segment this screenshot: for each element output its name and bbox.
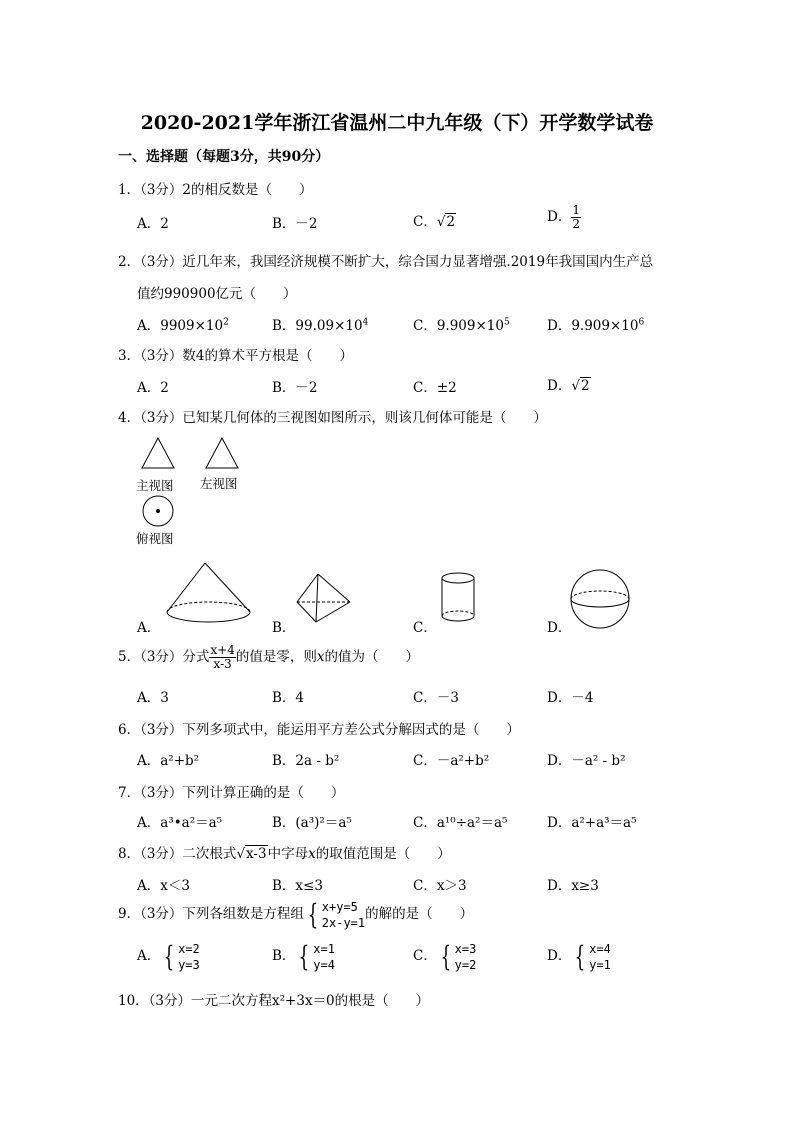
q4-option-c: C． (413, 620, 437, 636)
question-1-stem: 1．（3分）2的相反数是（ ） (118, 182, 313, 198)
q1-option-b: B．－2 (272, 216, 318, 232)
left-view-label: 左视图 (200, 476, 238, 491)
q1-option-a: A．2 (137, 216, 169, 232)
page-title: 2020-2021学年浙江省温州二中九年级（下）开学数学试卷 (140, 112, 654, 134)
q7-option-a: A．a³•a²＝a⁵ (137, 815, 223, 831)
front-view-label: 主视图 (136, 478, 174, 493)
q6-option-a: A．a²+b² (137, 753, 200, 769)
front-view-triangle (142, 438, 174, 468)
section-heading: 一、选择题（每题3分，共90分） (118, 149, 330, 165)
top-view-label: 俯视图 (136, 531, 174, 546)
q8-option-c: C．x＞3 (413, 878, 467, 894)
q2-option-c: C．$9.909\times 10^5$ (413, 317, 510, 334)
q1-option-c: C．√2 (413, 214, 456, 230)
q8-option-d: D．x≥3 (547, 878, 599, 894)
top-view-center-dot (156, 509, 160, 513)
q5-option-a: A．3 (137, 690, 169, 706)
left-view-triangle (206, 438, 238, 468)
q9-option-b: B． { x=1 y=4 (272, 940, 335, 973)
q1-option-d: D． $\frac{1}{2}$ (547, 203, 580, 231)
pyramid-figure (294, 572, 354, 626)
q2-option-b: B．$99.09\times 10^4$ (272, 317, 369, 334)
q6-option-d: D．－a² - b² (547, 753, 626, 769)
sphere-figure (568, 568, 634, 630)
q4-option-a: A． (137, 620, 161, 636)
q3-option-a: A．2 (137, 380, 169, 396)
q8-option-a: A．x＜3 (137, 878, 190, 894)
q3-option-b: B．－2 (272, 380, 318, 396)
cylinder-figure (438, 570, 478, 626)
question-9-stem: 9．（3分）下列各组数是方程组 { x+y=5 2x-y=1 的解的是（ ） (118, 898, 474, 931)
question-8-stem: 8．（3分）二次根式√x-3中字母x的取值范围是（ ） (118, 846, 451, 862)
q7-option-c: C．a¹⁰÷a²＝a⁵ (413, 815, 508, 831)
question-10-stem: 10．（3分）一元二次方程x²+3x＝0的根是（ ） (118, 993, 430, 1009)
q6-option-b: B．2a - b² (272, 753, 340, 769)
q9-option-d: D． { x=4 y=1 (547, 940, 611, 973)
question-2-stem-cont: 值约990900亿元（ ） (137, 286, 297, 302)
q9-option-a: A． { x=2 y=3 (137, 940, 200, 973)
question-6-stem: 6．（3分）下列多项式中，能运用平方差公式分解因式的是（ ） (118, 722, 520, 738)
q5-option-d: D．－4 (547, 690, 594, 706)
question-4-stem: 4．（3分）已知某几何体的三视图如图所示，则该几何体可能是（ ） (118, 410, 547, 426)
question-3-stem: 3．（3分）数4的算术平方根是（ ） (118, 348, 354, 364)
question-2-stem: 2．（3分）近几年来，我国经济规模不断扩大，综合国力显著增强.2019年我国国内生产总 (118, 254, 654, 270)
q2-option-a: A．$9909\times 10^2$ (137, 317, 229, 334)
q8-option-b: B．x≤3 (272, 878, 323, 894)
question-5-stem: 5．（3分）分式 $\frac{x+4}{x-3}$ 的值是零，则x的值为（ ） (118, 643, 420, 671)
q5-option-c: C．－3 (413, 690, 459, 706)
q5-option-b: B．4 (272, 690, 305, 706)
q4-option-b: B． (272, 620, 296, 636)
q2-option-d: D．$9.909\times 10^6$ (547, 317, 645, 334)
q9-option-c: C． { x=3 y=2 (413, 940, 477, 973)
question-7-stem: 7．（3分）下列计算正确的是（ ） (118, 785, 345, 801)
q6-option-c: C．－a²+b² (413, 753, 490, 769)
q7-option-d: D．a²+a³＝a⁵ (547, 815, 637, 831)
q4-option-d: D． (547, 620, 572, 636)
q3-option-c: C．±2 (413, 380, 457, 396)
q3-option-d: D．√2 (547, 378, 590, 394)
q7-option-b: B．(a³)²＝a⁵ (272, 815, 352, 831)
cone-figure (162, 560, 256, 626)
